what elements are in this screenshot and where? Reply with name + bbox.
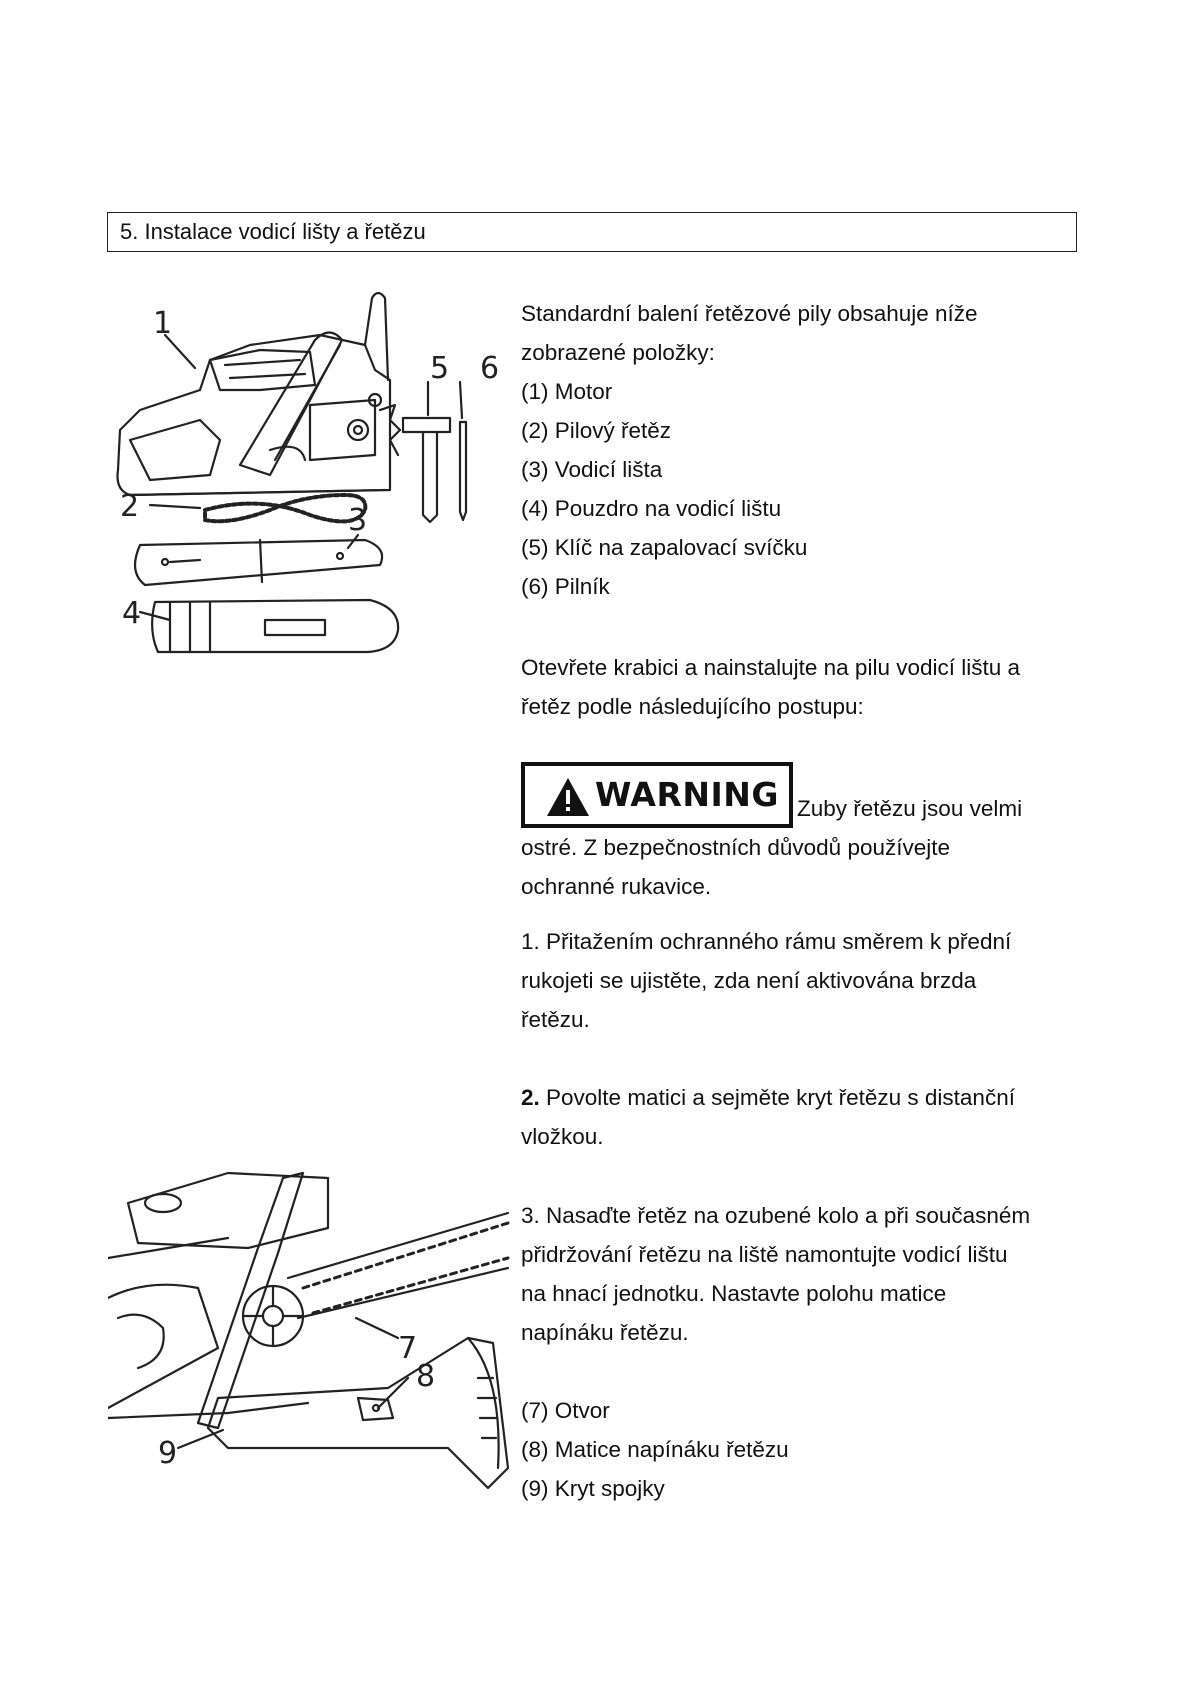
package-items-list <box>521 372 1081 606</box>
warning-label: WARNING <box>595 775 779 814</box>
paragraph-line: Otevřete krabici a nainstalujte na pilu vodicí lištu a <box>521 655 1021 680</box>
open-box-text <box>521 648 1081 726</box>
step-line <box>521 1078 1081 1117</box>
step-line: 1. Přitažením ochranného rámu směrem k přední <box>521 929 1012 954</box>
list-item: (1) Motor <box>521 379 613 404</box>
figure-label-5: 5 <box>430 351 450 386</box>
intro-text <box>521 294 1081 372</box>
figure-label-6: 6 <box>480 351 500 386</box>
step-2 <box>521 1078 1081 1156</box>
paragraph-line: řetěz podle následujícího postupu: <box>521 694 864 719</box>
step-3 <box>521 1196 1081 1352</box>
step-text: Povolte matici a sejměte kryt řetězu s distanční <box>539 1085 1015 1110</box>
list-item: (6) Pilník <box>521 574 610 599</box>
step-line: napínáku řetězu. <box>521 1320 689 1345</box>
figure-label-9: 9 <box>158 1436 178 1471</box>
intro-line: Standardní balení řetězové pily obsahuje níže <box>521 301 978 326</box>
figure-label-2: 2 <box>120 489 140 524</box>
step-line: na hnací jednotku. Nastavte polohu matice <box>521 1281 947 1306</box>
warning-block <box>521 762 1081 906</box>
figure-label-7: 7 <box>398 1331 418 1366</box>
list-item: (3) Vodicí lišta <box>521 457 663 482</box>
warning-triangle-icon <box>545 776 591 818</box>
list-item: (9) Kryt spojky <box>521 1476 665 1501</box>
step-line: řetězu. <box>521 1007 590 1032</box>
section-title: 5. Instalace vodicí lišty a řetězu <box>107 212 1077 252</box>
bar-mounting-drawing <box>108 1168 518 1508</box>
chainsaw-parts-figure <box>110 290 510 710</box>
list-item: (2) Pilový řetěz <box>521 418 672 443</box>
figure-label-8: 8 <box>416 1359 436 1394</box>
intro-line: zobrazené položky: <box>521 340 715 365</box>
bar-mounting-figure <box>108 1168 518 1508</box>
step-line: vložkou. <box>521 1124 604 1149</box>
mounting-items-list <box>521 1391 1081 1508</box>
figure-label-4: 4 <box>122 596 142 631</box>
step-number: 2. <box>521 1085 540 1110</box>
warning-text: Zuby řetězu jsou velmi <box>797 796 1023 821</box>
chainsaw-parts-drawing <box>110 290 510 710</box>
step-1 <box>521 922 1081 1039</box>
step-line: 3. Nasaďte řetěz na ozubené kolo a při současném <box>521 1203 1031 1228</box>
step-line: rukojeti se ujistěte, zda není aktivována brzda <box>521 968 977 993</box>
list-item: (7) Otvor <box>521 1398 610 1423</box>
step-line: přidržování řetězu na liště namontujte vodicí lištu <box>521 1242 1008 1267</box>
figure-label-1: 1 <box>153 306 173 341</box>
list-item: (5) Klíč na zapalovací svíčku <box>521 535 808 560</box>
warning-text: ochranné rukavice. <box>521 874 712 899</box>
warning-first-line <box>521 762 1081 828</box>
list-item: (8) Matice napínáku řetězu <box>521 1437 789 1462</box>
figure-label-3: 3 <box>348 503 368 538</box>
list-item: (4) Pouzdro na vodicí lištu <box>521 496 782 521</box>
warning-text: ostré. Z bezpečnostních důvodů používejte <box>521 835 951 860</box>
warning-badge <box>521 762 793 828</box>
